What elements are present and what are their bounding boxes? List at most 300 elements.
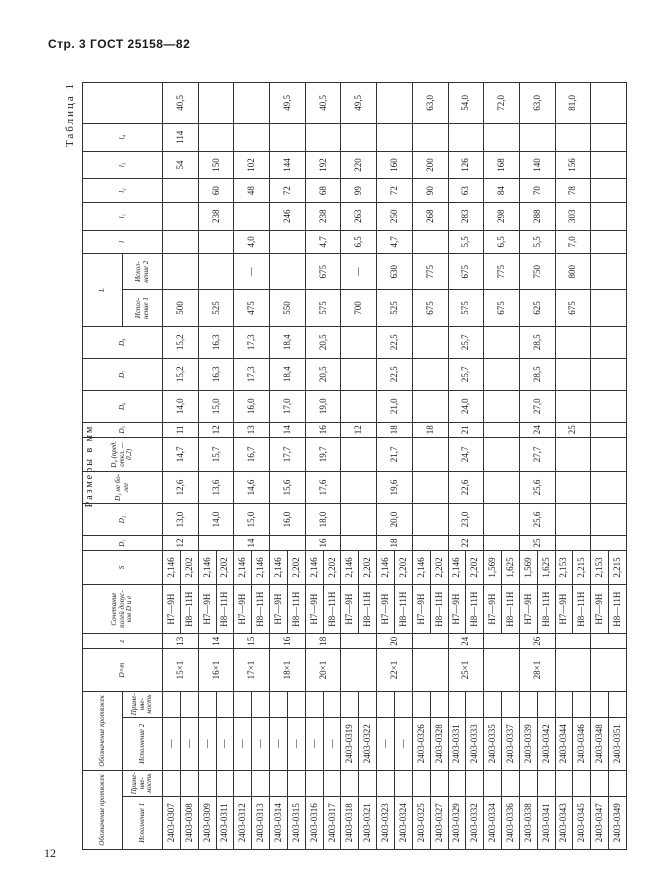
exec2-designation: 2403-0326 xyxy=(412,717,430,770)
hdr-D8: D₈ xyxy=(83,326,163,358)
cell-d4: 14,7 xyxy=(163,437,199,471)
exec1-applicability xyxy=(573,770,591,796)
exec2-applicability xyxy=(359,691,377,717)
table-row xyxy=(305,83,323,850)
cell-d8: 25,7 xyxy=(448,326,484,358)
cell-d8 xyxy=(341,326,377,358)
exec1-applicability xyxy=(216,770,234,796)
cell-d8: 20,5 xyxy=(305,326,341,358)
cell-dxm: 25×1 xyxy=(448,649,484,692)
cell-l2 xyxy=(591,254,627,290)
cell-d5: 18 xyxy=(412,422,448,437)
cell-l2: 63 xyxy=(448,179,484,203)
s-cell: 2,215 xyxy=(573,550,591,584)
exec2-designation: 2403-0337 xyxy=(502,717,520,770)
cell-l: 5,5 xyxy=(448,230,484,254)
cell-l1: 250 xyxy=(377,202,413,230)
cell-d7: 18,4 xyxy=(270,358,306,390)
exec1-designation: 2403-0323 xyxy=(377,796,395,849)
s-cell: 2,146 xyxy=(448,550,466,584)
exec2-designation: — xyxy=(252,717,270,770)
cell-d8: 15,2 xyxy=(163,326,199,358)
cell-l4 xyxy=(412,123,448,151)
cell-z xyxy=(591,634,627,649)
exec1-designation: 2403-0314 xyxy=(270,796,288,849)
exec2-designation: — xyxy=(198,717,216,770)
cell-z: 26 xyxy=(519,634,555,649)
exec2-applicability xyxy=(252,691,270,717)
table-row xyxy=(448,83,466,850)
exec1-designation: 2403-0347 xyxy=(591,796,609,849)
cell-l2: 99 xyxy=(341,179,377,203)
exec1-applicability xyxy=(377,770,395,796)
table-row xyxy=(163,83,181,850)
exec2-applicability xyxy=(591,691,609,717)
s-cell: 2,202 xyxy=(430,550,448,584)
table-row xyxy=(591,83,609,850)
hdr-exec2: Исполнение 2 xyxy=(123,717,163,770)
cell-l4 xyxy=(270,123,306,151)
cell-d5 xyxy=(484,422,520,437)
cell-z xyxy=(341,634,377,649)
exec1-applicability xyxy=(537,770,555,796)
exec1-designation: 2403-0313 xyxy=(252,796,270,849)
exec2-designation: 2403-0351 xyxy=(609,717,627,770)
cell-dxm: 28×1 xyxy=(519,649,555,692)
cell-l4 xyxy=(484,123,520,151)
fit-cell: H8—11H xyxy=(323,585,341,634)
exec1-designation: 2403-0318 xyxy=(341,796,359,849)
cell-d3: 14,6 xyxy=(234,471,270,503)
exec1-applicability xyxy=(555,770,573,796)
table-row xyxy=(484,83,502,850)
cell-dxm xyxy=(484,649,520,692)
exec2-applicability xyxy=(430,691,448,717)
cell-d4: 15,7 xyxy=(198,437,234,471)
cell-d6: 17,0 xyxy=(270,390,306,422)
cell-l5: 63,0 xyxy=(412,83,448,124)
cell-l4 xyxy=(591,123,627,151)
cell-l1: 550 xyxy=(270,290,306,326)
hdr-l3: l₃ xyxy=(83,151,163,179)
hdr-applicability-a: Приме- няе- мость xyxy=(123,770,163,796)
fit-cell: H8—11H xyxy=(537,585,555,634)
cell-d1 xyxy=(270,535,306,550)
cell-l1: 700 xyxy=(341,290,377,326)
cell-l1: 500 xyxy=(163,290,199,326)
cell-d6 xyxy=(412,390,448,422)
cell-d7 xyxy=(341,358,377,390)
cell-d3: 13,6 xyxy=(198,471,234,503)
cell-d7: 15,2 xyxy=(163,358,199,390)
cell-l1: 268 xyxy=(412,202,448,230)
cell-l5: 49,5 xyxy=(341,83,377,124)
hdr-D3: D₃ не бо- лее xyxy=(83,471,163,503)
cell-d4: 17,7 xyxy=(270,437,306,471)
hdr-l: l xyxy=(83,230,163,254)
cell-l4 xyxy=(198,123,234,151)
cell-d5 xyxy=(591,422,627,437)
exec2-designation: 2403-0322 xyxy=(359,717,377,770)
exec1-designation: 2403-0327 xyxy=(430,796,448,849)
cell-z: 14 xyxy=(198,634,234,649)
cell-l2: 72 xyxy=(270,179,306,203)
fit-cell: H7—9H xyxy=(591,585,609,634)
cell-l1: 525 xyxy=(377,290,413,326)
s-cell: 2,146 xyxy=(198,550,216,584)
exec1-designation: 2403-0308 xyxy=(180,796,198,849)
cell-l5 xyxy=(234,83,270,124)
exec2-designation: 2403-0344 xyxy=(555,717,573,770)
cell-d4: 16,7 xyxy=(234,437,270,471)
exec2-designation: 2403-0328 xyxy=(430,717,448,770)
fit-cell: H8—11H xyxy=(180,585,198,634)
cell-l3: 168 xyxy=(484,151,520,179)
exec2-applicability xyxy=(519,691,537,717)
cell-dxm: 16×1 xyxy=(198,649,234,692)
cell-dxm xyxy=(412,649,448,692)
s-cell: 2,146 xyxy=(377,550,395,584)
exec1-designation: 2403-0307 xyxy=(163,796,181,849)
cell-dxm: 18×1 xyxy=(270,649,306,692)
cell-l xyxy=(591,230,627,254)
fit-cell: H7—9H xyxy=(448,585,466,634)
cell-l3: 144 xyxy=(270,151,306,179)
cell-d4 xyxy=(484,437,520,471)
exec1-designation: 2403-0315 xyxy=(287,796,305,849)
cell-dxm: 17×1 xyxy=(234,649,270,692)
s-cell: 2,202 xyxy=(359,550,377,584)
cell-z: 15 xyxy=(234,634,270,649)
cell-d8 xyxy=(412,326,448,358)
exec2-designation: 2403-0346 xyxy=(573,717,591,770)
cell-d6: 21,0 xyxy=(377,390,413,422)
cell-l5: 63,0 xyxy=(519,83,555,124)
cell-d1: 16 xyxy=(305,535,341,550)
cell-l2: 750 xyxy=(519,254,555,290)
cell-d1 xyxy=(555,535,591,550)
cell-d1 xyxy=(341,535,377,550)
cell-l1: 575 xyxy=(305,290,341,326)
exec2-applicability xyxy=(448,691,466,717)
cell-d5: 13 xyxy=(234,422,270,437)
hdr-D7: D₇ xyxy=(83,358,163,390)
exec2-applicability xyxy=(287,691,305,717)
exec1-applicability xyxy=(502,770,520,796)
cell-d2: 13,0 xyxy=(163,503,199,535)
hdr-D1: D₁ xyxy=(83,535,163,550)
cell-d2: 23,0 xyxy=(448,503,484,535)
cell-d2: 14,0 xyxy=(198,503,234,535)
cell-d3 xyxy=(412,471,448,503)
cell-d3: 25,6 xyxy=(519,471,555,503)
cell-l3: 54 xyxy=(163,151,199,179)
exec2-applicability xyxy=(466,691,484,717)
cell-d1: 25 xyxy=(519,535,555,550)
hdr-fit: Сочетание полей допус- ков D и е xyxy=(83,585,163,634)
cell-l4 xyxy=(341,123,377,151)
cell-d5: 14 xyxy=(270,422,306,437)
exec1-applicability xyxy=(484,770,502,796)
cell-l2: 630 xyxy=(377,254,413,290)
exec1-applicability xyxy=(448,770,466,796)
exec2-designation: 2403-0333 xyxy=(466,717,484,770)
cell-d1: 18 xyxy=(377,535,413,550)
exec1-applicability xyxy=(591,770,609,796)
cell-l: 6,5 xyxy=(341,230,377,254)
cell-d4 xyxy=(591,437,627,471)
cell-l2: 72 xyxy=(377,179,413,203)
cell-z xyxy=(412,634,448,649)
cell-d5: 18 xyxy=(377,422,413,437)
cell-l2 xyxy=(163,179,199,203)
s-cell: 2,146 xyxy=(270,550,288,584)
cell-d6: 16,0 xyxy=(234,390,270,422)
cell-d5: 12 xyxy=(198,422,234,437)
cell-l2 xyxy=(270,254,306,290)
cell-d1 xyxy=(412,535,448,550)
cell-d8: 28,5 xyxy=(519,326,555,358)
hdr-l4: l₄ xyxy=(83,123,163,151)
exec1-applicability xyxy=(430,770,448,796)
hdr-applicability-b: Приме- няе- мость xyxy=(123,691,163,717)
cell-l: 5,5 xyxy=(519,230,555,254)
exec2-applicability xyxy=(502,691,520,717)
cell-l: 6,5 xyxy=(484,230,520,254)
hdr-dxm: D×m xyxy=(83,649,163,692)
cell-d5: 24 xyxy=(519,422,555,437)
exec2-designation: 2403-0348 xyxy=(591,717,609,770)
cell-d3 xyxy=(555,471,591,503)
cell-l5: 81,0 xyxy=(555,83,591,124)
cell-l2: 775 xyxy=(484,254,520,290)
cell-z: 18 xyxy=(305,634,341,649)
exec2-applicability xyxy=(323,691,341,717)
exec2-designation: — xyxy=(163,717,181,770)
exec2-designation: 2403-0342 xyxy=(537,717,555,770)
cell-d7: 20,5 xyxy=(305,358,341,390)
cell-l1: 288 xyxy=(519,202,555,230)
cell-d4: 27,7 xyxy=(519,437,555,471)
exec2-applicability xyxy=(609,691,627,717)
exec2-designation: — xyxy=(180,717,198,770)
cell-z xyxy=(555,634,591,649)
exec1-designation: 2403-0316 xyxy=(305,796,323,849)
cell-dxm xyxy=(591,649,627,692)
cell-d7: 17,3 xyxy=(234,358,270,390)
table-title: Таблица 1 xyxy=(64,82,76,148)
table-row xyxy=(555,83,573,850)
cell-d6: 15,0 xyxy=(198,390,234,422)
cell-l2: — xyxy=(234,254,270,290)
cell-l1: 475 xyxy=(234,290,270,326)
cell-d2 xyxy=(555,503,591,535)
hdr-D5: D₅ xyxy=(83,422,163,437)
cell-dxm: 15×1 xyxy=(163,649,199,692)
exec1-designation: 2403-0349 xyxy=(609,796,627,849)
cell-d1: 14 xyxy=(234,535,270,550)
cell-d7 xyxy=(555,358,591,390)
cell-l4 xyxy=(377,123,413,151)
hdr-exec1: Исполнение 1 xyxy=(123,796,163,849)
hdr-l5 xyxy=(83,83,163,124)
cell-l4 xyxy=(448,123,484,151)
cell-d5: 16 xyxy=(305,422,341,437)
cell-d6 xyxy=(341,390,377,422)
hdr-D6: D₆ xyxy=(83,390,163,422)
hdr-D2: D₂ xyxy=(83,503,163,535)
fit-cell: H8—11H xyxy=(394,585,412,634)
exec1-applicability xyxy=(359,770,377,796)
cell-l xyxy=(270,230,306,254)
s-cell: 2,202 xyxy=(216,550,234,584)
fit-cell: H7—9H xyxy=(163,585,181,634)
fit-cell: H8—11H xyxy=(216,585,234,634)
exec1-designation: 2403-0329 xyxy=(448,796,466,849)
s-cell: 2,146 xyxy=(234,550,252,584)
cell-l2: 70 xyxy=(519,179,555,203)
cell-l1: 675 xyxy=(555,290,591,326)
cell-l3: 140 xyxy=(519,151,555,179)
hdr-l1: l₁ xyxy=(83,202,163,230)
cell-d3: 22,6 xyxy=(448,471,484,503)
cell-d4 xyxy=(555,437,591,471)
exec1-applicability xyxy=(305,770,323,796)
exec2-applicability xyxy=(234,691,252,717)
cell-l3: 102 xyxy=(234,151,270,179)
exec1-designation: 2403-0332 xyxy=(466,796,484,849)
cell-d2: 16,0 xyxy=(270,503,306,535)
cell-d7: 28,5 xyxy=(519,358,555,390)
cell-d6: 19,0 xyxy=(305,390,341,422)
cell-d1 xyxy=(198,535,234,550)
cell-l: 4,0 xyxy=(234,230,270,254)
exec1-designation: 2403-0336 xyxy=(502,796,520,849)
exec2-applicability xyxy=(537,691,555,717)
cell-d7: 22,5 xyxy=(377,358,413,390)
table-row xyxy=(519,83,537,850)
cell-d1: 12 xyxy=(163,535,199,550)
s-cell: 2,146 xyxy=(305,550,323,584)
table-row xyxy=(234,83,252,850)
rotated-table-area xyxy=(64,82,627,850)
cell-l2: 675 xyxy=(305,254,341,290)
cell-l3: 200 xyxy=(412,151,448,179)
fit-cell: H8—11H xyxy=(466,585,484,634)
cell-d8: 17,3 xyxy=(234,326,270,358)
cell-d2: 15,0 xyxy=(234,503,270,535)
cell-l1: 246 xyxy=(270,202,306,230)
hdr-S: S xyxy=(83,550,163,584)
fit-cell: H7—9H xyxy=(234,585,252,634)
exec2-designation: 2403-0319 xyxy=(341,717,359,770)
s-cell: 2,202 xyxy=(180,550,198,584)
fit-cell: H7—9H xyxy=(519,585,537,634)
fit-cell: H8—11H xyxy=(252,585,270,634)
hdr-L-exec2: Испол- нение 2 xyxy=(123,254,163,290)
exec1-applicability xyxy=(198,770,216,796)
spec-table xyxy=(82,82,627,850)
cell-l3: 220 xyxy=(341,151,377,179)
cell-l2: 800 xyxy=(555,254,591,290)
exec2-applicability xyxy=(555,691,573,717)
units-label: Размеры в мм xyxy=(84,424,95,508)
cell-z: 13 xyxy=(163,634,199,649)
exec1-applicability xyxy=(163,770,181,796)
cell-l2: — xyxy=(341,254,377,290)
exec2-applicability xyxy=(377,691,395,717)
cell-d6: 14,0 xyxy=(163,390,199,422)
cell-l1: 625 xyxy=(519,290,555,326)
exec1-applicability xyxy=(234,770,252,796)
s-cell: 1,625 xyxy=(502,550,520,584)
cell-d8: 18,4 xyxy=(270,326,306,358)
exec1-designation: 2403-0343 xyxy=(555,796,573,849)
exec1-designation: 2403-0324 xyxy=(394,796,412,849)
exec1-designation: 2403-0341 xyxy=(537,796,555,849)
cell-l2 xyxy=(591,179,627,203)
cell-l2: 68 xyxy=(305,179,341,203)
cell-l xyxy=(198,230,234,254)
exec1-applicability xyxy=(323,770,341,796)
exec1-applicability xyxy=(466,770,484,796)
exec2-applicability xyxy=(216,691,234,717)
s-cell: 2,202 xyxy=(287,550,305,584)
cell-l5: 54,0 xyxy=(448,83,484,124)
cell-l5: 49,5 xyxy=(270,83,306,124)
fit-cell: H8—11H xyxy=(609,585,627,634)
fit-cell: H7—9H xyxy=(555,585,573,634)
exec1-designation: 2403-0321 xyxy=(359,796,377,849)
cell-d5: 11 xyxy=(163,422,199,437)
exec2-designation: — xyxy=(216,717,234,770)
s-cell: 1,625 xyxy=(537,550,555,584)
cell-l3: 126 xyxy=(448,151,484,179)
exec1-applicability xyxy=(519,770,537,796)
exec1-applicability xyxy=(287,770,305,796)
cell-l5 xyxy=(591,83,627,124)
exec1-applicability xyxy=(341,770,359,796)
cell-l1 xyxy=(234,202,270,230)
cell-l4 xyxy=(305,123,341,151)
cell-l1: 283 xyxy=(448,202,484,230)
cell-l1: 238 xyxy=(305,202,341,230)
s-cell: 2,146 xyxy=(163,550,181,584)
fit-cell: H7—9H xyxy=(305,585,323,634)
exec2-applicability xyxy=(163,691,181,717)
cell-d1: 22 xyxy=(448,535,484,550)
cell-d7 xyxy=(412,358,448,390)
cell-d4: 24,7 xyxy=(448,437,484,471)
hdr-L-exec1: Испол- нение 1 xyxy=(123,290,163,326)
cell-d8 xyxy=(484,326,520,358)
table-row xyxy=(377,83,395,850)
hdr-l2: l₂ xyxy=(83,179,163,203)
exec2-designation: — xyxy=(305,717,323,770)
exec2-designation: — xyxy=(323,717,341,770)
cell-dxm xyxy=(555,649,591,692)
exec2-designation: — xyxy=(270,717,288,770)
exec2-applicability xyxy=(305,691,323,717)
cell-l2: 90 xyxy=(412,179,448,203)
fit-cell: H8—11H xyxy=(502,585,520,634)
hdr-designation-b: Обозначение протяжек xyxy=(83,691,123,770)
cell-dxm: 22×1 xyxy=(377,649,413,692)
cell-d3 xyxy=(341,471,377,503)
exec1-applicability xyxy=(270,770,288,796)
exec1-designation: 2403-0312 xyxy=(234,796,252,849)
cell-l2: 48 xyxy=(234,179,270,203)
